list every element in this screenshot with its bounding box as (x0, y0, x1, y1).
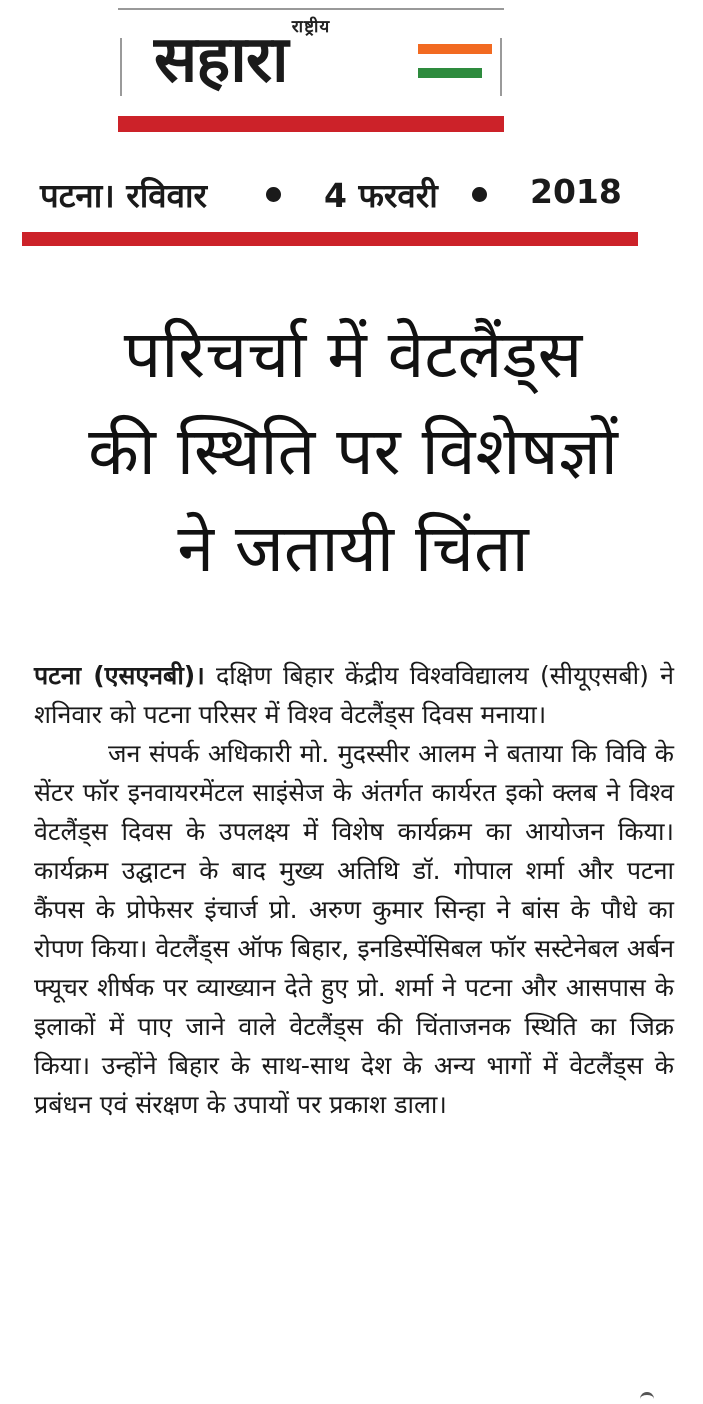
article-paragraph-1-text: दक्षिण बिहार केंद्रीय विश्वविद्यालय (सीयूएसबी) ने शनिवार को पटना परिसर में विश्व वेटलैंड्स दिवस मनाया। (34, 661, 675, 729)
masthead-left-bar (120, 38, 122, 96)
dateline-date: 4 फरवरी (324, 176, 438, 215)
dateline-year: 2018 (530, 172, 622, 211)
masthead-top-rule (118, 8, 504, 10)
flag-stripes-icon (418, 44, 492, 81)
article-paragraph-2: जन संपर्क अधिकारी मो. मुदस्सीर आलम ने बताया कि विवि के सेंटर फॉर इनवायरमेंटल साइंसेज के अंतर्गत कार्यरत इको क्लब ने विश्व वेटलैंड्स दिवस के उपलक्ष्य में विशेष कार्यक्रम का आयोजन किया। कार्यक्रम उद्घाटन के बाद मुख्य अतिथि डॉ. गोपाल शर्मा और पटना कैंपस के प्रोफेसर इंचार्ज प्रो. अरुण कुमार सिन्हा ने बांस के पौधे का रोपण किया। वेटलैंड्स ऑफ बिहार, इनडिस्पेंसिबल फॉर सस्टेनेबल अर्बन फ्यूचर शीर्षक पर व्याख्यान देते हुए प्रो. शर्मा ने पटना और आसपास के इलाकों में पाए जाने वाले वेटलैंड्स की चिंताजनक स्थिति का जिक्र किया। उन्होंने बिहार के साथ-साथ देश के अन्य भागों में वेटलैंड्स के प्रबंधन एवं संरक्षण के उपायों पर प्रकाश डाला। (34, 739, 674, 1119)
headline-line-2: की स्थिति पर विशेषज्ञों (88, 413, 618, 490)
masthead-right-bar (500, 38, 502, 96)
bullet-dot-icon (266, 187, 281, 202)
page-corner-mark (640, 1392, 654, 1401)
article-paragraph-1 (34, 656, 674, 734)
masthead-kicker: राष्ट्रीय (291, 17, 331, 37)
article-lead: पटना (एसएनबी)। (34, 661, 205, 690)
dateline-red-rule (22, 232, 638, 246)
dateline (40, 168, 640, 214)
article-body (34, 656, 674, 1124)
headline-line-3: ने जतायी चिंता (177, 510, 529, 587)
masthead (118, 0, 504, 134)
headline (20, 306, 686, 597)
dateline-city-day: पटना। रविवार (40, 176, 208, 215)
headline-line-1: परिचर्चा में वेटलैंड्स (123, 316, 583, 393)
bullet-dot-icon (472, 187, 487, 202)
masthead-red-rule (118, 116, 504, 132)
newspaper-logo: सहारा (154, 23, 288, 97)
